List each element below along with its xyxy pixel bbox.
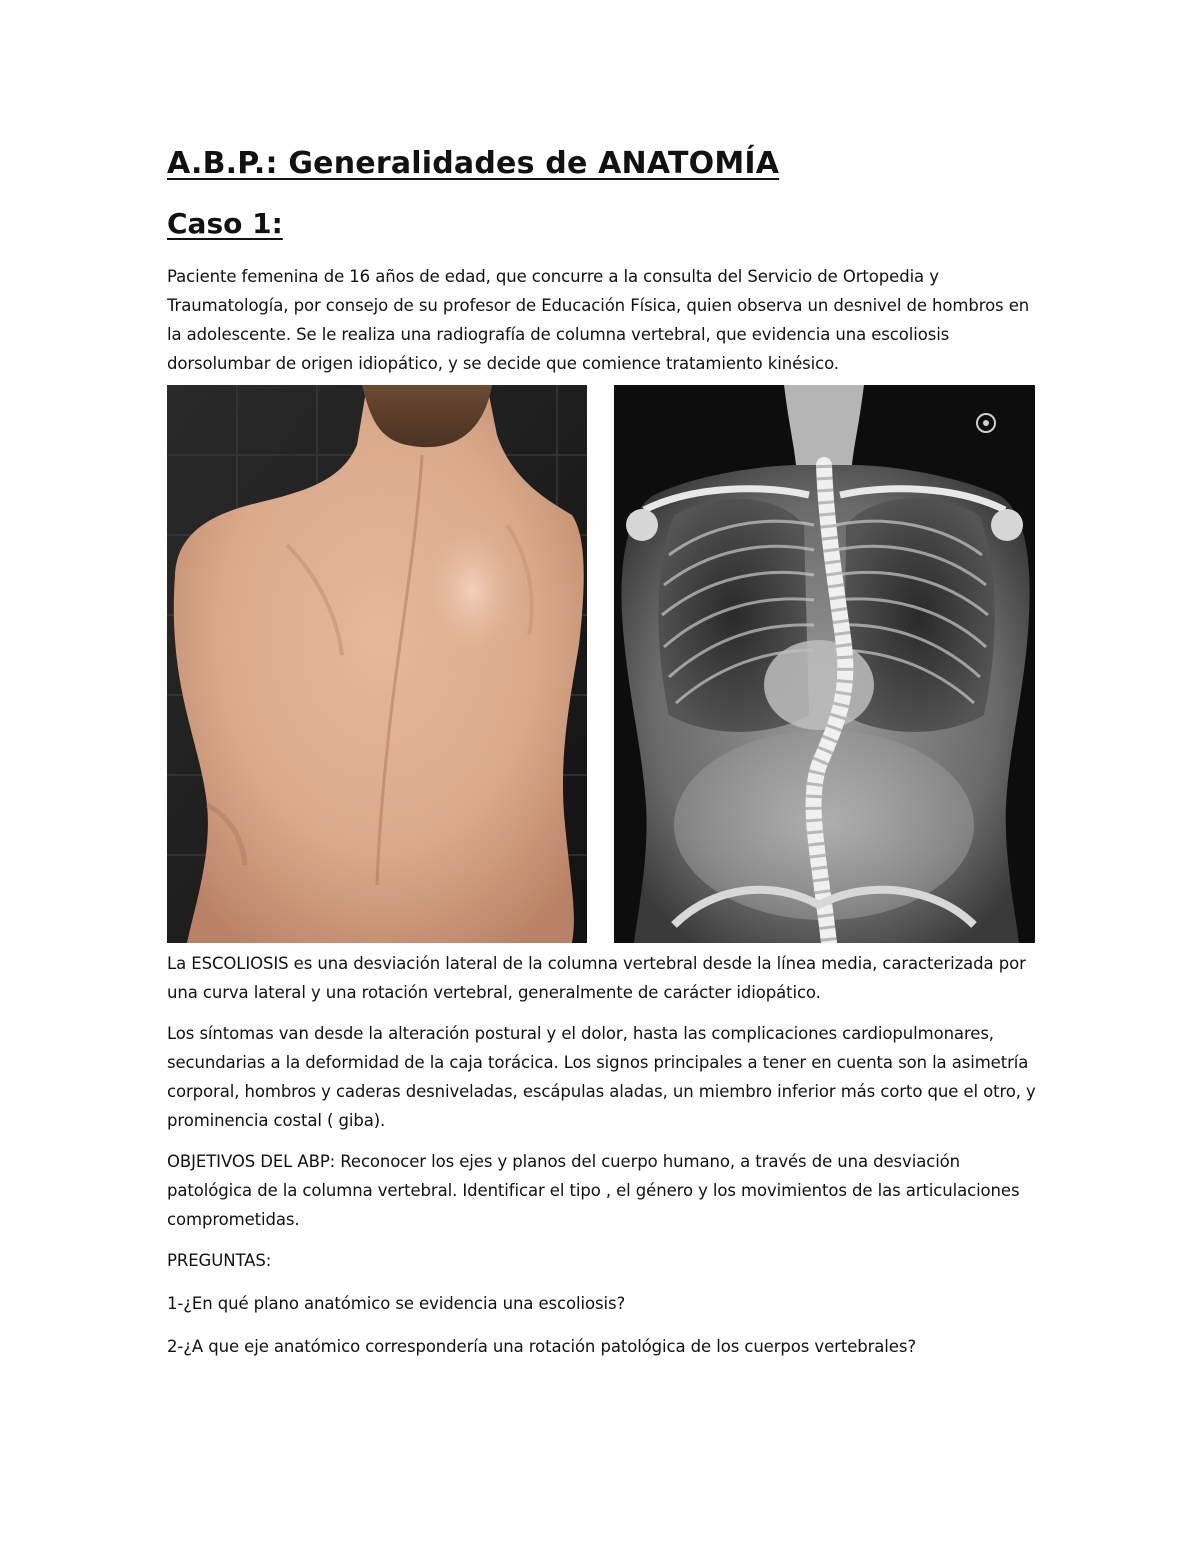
spine-xray [614, 385, 1035, 943]
question-item: 1-¿En qué plano anatómico se evidencia una escoliosis? [167, 1294, 626, 1313]
symptoms-paragraph: Los síntomas van desde la alteración postural y el dolor, hasta las complicaciones cardiopulmonares, secundarias a la deformidad de la caja torácica. Los signos principales a tener en cuenta son la asimetría corporal, hombros y caderas desniveladas, escápulas aladas, un miembro inferior más corto que el otro, y prominencia costal ( giba). [167, 1024, 1036, 1130]
case-intro-paragraph: Paciente femenina de 16 años de edad, que concurre a la consulta del Servicio de Ortopedia y Traumatología, por consejo de su profesor de Educación Física, quien observa un desnivel de hombros en la adolescente. Se le realiza una radiografía de columna vertebral, que evidencia una escoliosis dorsolumbar de origen idiopático, y se decide que comience tratamiento kinésico. [167, 267, 1030, 373]
spine-xray-illustration [614, 385, 1035, 943]
document-title: A.B.P.: Generalidades de ANATOMÍA [167, 146, 780, 181]
objectives-paragraph: OBJETIVOS DEL ABP: Reconocer los ejes y planos del cuerpo humano, a través de una desviación patológica de la columna vertebral. Identificar el tipo , el género y los movimientos de las articulaciones comprometidas. [167, 1152, 1020, 1229]
back-photo-illustration [167, 385, 587, 943]
case-heading: Caso 1: [167, 207, 283, 240]
question-item: 2-¿A que eje anatómico correspondería una rotación patológica de los cuerpos vertebrales? [167, 1337, 916, 1356]
document-page [167, 140, 1047, 1361]
definition-paragraph: La ESCOLIOSIS es una desviación lateral de la columna vertebral desde la línea media, caracterizada por una curva lateral y una rotación vertebral, generalmente de carácter idiopático. [167, 954, 1026, 1002]
back-photo [167, 385, 587, 943]
figures-row [167, 385, 1035, 943]
questions-header: PREGUNTAS: [167, 1251, 272, 1270]
